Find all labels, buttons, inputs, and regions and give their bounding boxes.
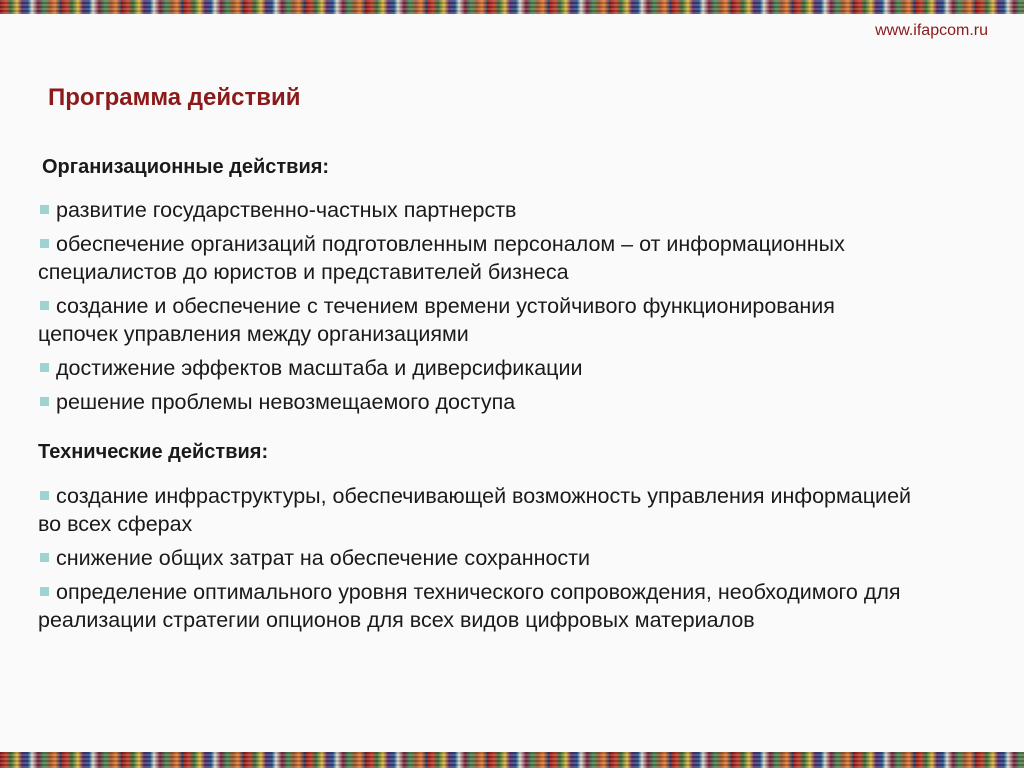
list-item	[38, 578, 918, 634]
list-item-text: создание и обеспечение с течением времени устойчивого функционирования цепочек управления между организациями	[38, 294, 835, 346]
square-bullet-icon	[40, 553, 49, 562]
list-item	[38, 354, 918, 382]
decorative-top-border	[0, 0, 1024, 14]
square-bullet-icon	[40, 301, 49, 310]
list-item	[38, 482, 918, 538]
technical-actions-list	[38, 482, 918, 640]
square-bullet-icon	[40, 491, 49, 500]
list-item	[38, 196, 918, 224]
section-heading-technical: Технические действия:	[38, 441, 269, 463]
list-item	[38, 230, 918, 286]
list-item	[38, 544, 918, 572]
organizational-actions-list	[38, 196, 918, 422]
slide-title: Программа действий	[48, 84, 301, 111]
list-item-text: создание инфраструктуры, обеспечивающей возможность управления информацией во всех сферах	[38, 484, 912, 536]
square-bullet-icon	[40, 397, 49, 406]
list-item-text: снижение общих затрат на обеспечение сохранности	[56, 546, 591, 570]
list-item	[38, 292, 918, 348]
list-item-text: обеспечение организаций подготовленным персоналом – от информационных специалистов до юристов и представителей бизнеса	[38, 232, 845, 284]
square-bullet-icon	[40, 205, 49, 214]
list-item-text: решение проблемы невозмещаемого доступа	[56, 390, 516, 414]
decorative-bottom-border	[0, 752, 1024, 768]
square-bullet-icon	[40, 587, 49, 596]
square-bullet-icon	[40, 363, 49, 372]
list-item-text: развитие государственно-частных партнерств	[56, 198, 517, 222]
list-item-text: достижение эффектов масштаба и диверсификации	[56, 356, 583, 380]
square-bullet-icon	[40, 239, 49, 248]
section-heading-organizational: Организационные действия:	[42, 156, 330, 178]
site-url: www.ifapcom.ru	[875, 22, 988, 39]
list-item	[38, 388, 918, 416]
list-item-text: определение оптимального уровня технического сопровождения, необходимого для реализации стратегии опционов для всех видов цифровых материалов	[38, 580, 901, 632]
